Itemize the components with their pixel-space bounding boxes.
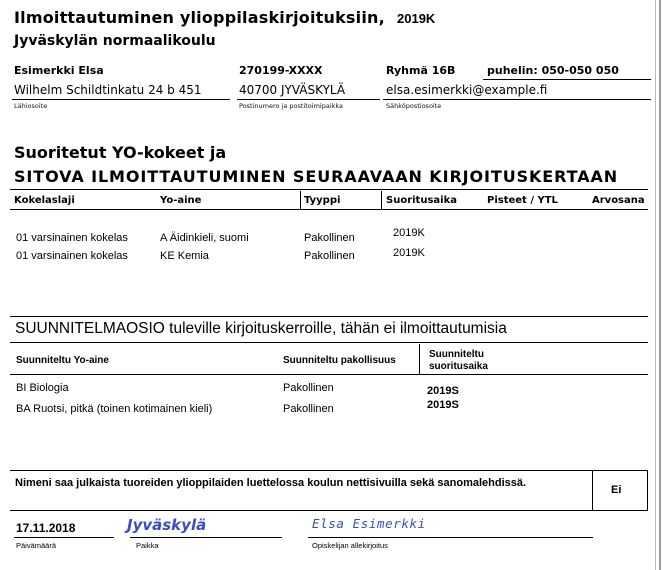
row-1-type: Pakollinen [304, 232, 355, 244]
plan-row-1-compulsory: Pakollinen [283, 382, 334, 394]
consent-answer[interactable]: Ei [611, 484, 622, 496]
plan-col-time-1: Suunniteltu [429, 349, 484, 360]
consent-divider [592, 471, 593, 510]
student-group: Ryhmä 16B [386, 64, 456, 77]
col-pisteet: Pisteet / YTL [487, 195, 558, 206]
signature-underline [308, 537, 593, 538]
plan-row-2-time: 2019S [427, 399, 459, 411]
form-title: Ilmoittautuminen ylioppilaskirjoituksiin, [14, 8, 385, 27]
school-name: Jyväskylän normaalikoulu [14, 33, 216, 49]
date-caption: Päivämäärä [16, 541, 57, 550]
student-name: Esimerkki Elsa [14, 64, 104, 77]
student-phone: puhelin: 050-050 050 [487, 64, 619, 77]
consent-text: Nimeni saa julkaista tuoreiden ylioppilaiden luettelossa koulun nettisivuilla sekä sanomalehdissä. [15, 477, 527, 489]
postal-underline [237, 99, 380, 100]
row-2-type: Pakollinen [304, 250, 355, 262]
col-divider-2 [381, 191, 382, 209]
binding-registration-heading: SITOVA ILMOITTAUTUMINEN SEURAAVAAN KIRJOITUSKERTAAN [14, 167, 619, 186]
plan-col-subject: Suunniteltu Yo-aine [16, 355, 109, 366]
row-2-kind: 01 varsinainen kokelas [16, 250, 128, 262]
signature-date: 17.11.2018 [16, 521, 76, 535]
phone-underline [483, 79, 651, 80]
student-id: 270199-XXXX [239, 64, 323, 77]
row-1-time: 2019K [393, 227, 425, 239]
col-suoritusaika: Suoritusaika [386, 195, 457, 206]
table-header-underline [10, 209, 648, 210]
plan-top-rule [10, 316, 648, 317]
plan-header-underline [10, 374, 648, 375]
col-tyyppi: Tyyppi [304, 195, 341, 206]
page-edge-shadow [659, 0, 661, 570]
plan-title-underline [10, 342, 648, 343]
city-caption: Paikka [136, 541, 159, 550]
col-arvosana: Arvosana [592, 195, 645, 206]
student-postal: 40700 JYVÄSKYLÄ [239, 83, 346, 97]
student-signature: Elsa Esimerkki [312, 516, 426, 531]
col-kokelaslaji: Kokelaslaji [14, 195, 75, 206]
plan-title: SUUNNITELMAOSIO tuleville kirjoituskerroille, tähän ei ilmoittautumisia [15, 320, 507, 337]
page-edge [655, 0, 656, 570]
email-underline [383, 99, 651, 100]
plan-row-1-subject: BI Biologia [16, 382, 69, 394]
plan-row-2-compulsory: Pakollinen [283, 403, 334, 415]
row-1-kind: 01 varsinainen kokelas [16, 232, 128, 244]
email-caption: Sähköpostiosoite [386, 102, 442, 110]
student-address: Wilhelm Schildtinkatu 24 b 451 [14, 83, 202, 97]
plan-col-time-2: suoritusaika [429, 361, 488, 372]
row-2-time: 2019K [393, 247, 425, 259]
plan-col-divider [419, 344, 420, 374]
date-underline [14, 537, 114, 538]
city-underline [130, 537, 282, 538]
exam-session: 2019K [397, 11, 436, 26]
student-email: elsa.esimerkki@example.fi [386, 83, 548, 97]
row-1-subject: A Äidinkieli, suomi [160, 232, 249, 244]
postal-caption: Postinumero ja postitoimipaikka [239, 102, 344, 110]
address-caption: Lähiosoite [14, 102, 48, 110]
row-2-subject: KE Kemia [160, 250, 209, 262]
address-underline [12, 99, 230, 100]
completed-heading: Suoritetut YO-kokeet ja [14, 143, 227, 162]
col-divider-1 [300, 191, 301, 209]
signature-caption: Opiskelijan allekirjoitus [312, 541, 388, 550]
signature-city: Jyväskylä [127, 516, 207, 534]
col-yo-aine: Yo-aine [160, 195, 202, 206]
plan-col-compulsory: Suunniteltu pakollisuus [283, 355, 396, 366]
heading-underline [10, 189, 648, 190]
plan-row-2-subject: BA Ruotsi, pitkä (toinen kotimainen kieli) [16, 403, 213, 415]
plan-row-1-time: 2019S [427, 385, 459, 397]
